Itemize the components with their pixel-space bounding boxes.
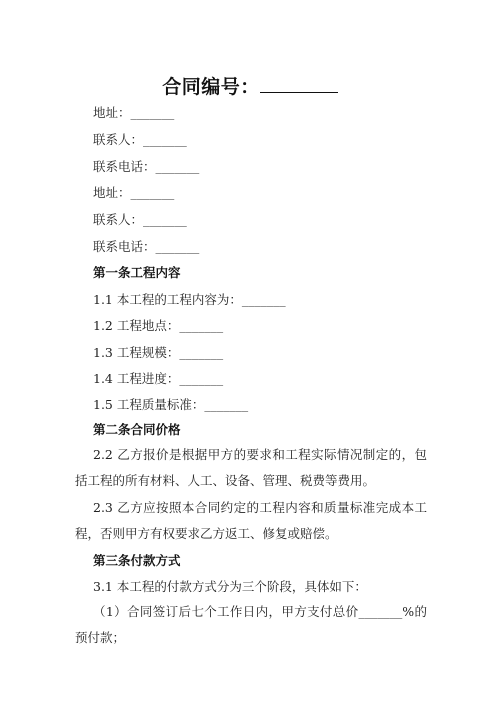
party-a-phone: 联系电话：_______: [93, 159, 200, 174]
section2-heading: 第二条合同价格: [93, 422, 181, 437]
section3-intro: 3.1 本工程的付款方式分为三个阶段，具体如下：: [93, 579, 367, 594]
party-b-contact: 联系人：_______: [93, 212, 187, 227]
section1-item-5: 1.5 工程质量标准：_______: [93, 397, 249, 412]
section1-item-4: 1.4 工程进度：_______: [93, 371, 224, 386]
party-a-contact: 联系人：_______: [93, 132, 187, 147]
section1-item-3: 1.3 工程规模：_______: [93, 345, 224, 360]
contract-title: [0, 72, 500, 99]
section3-item-1: （1）合同签订后七个工作日内，甲方支付总价_______%的预付款；: [75, 604, 427, 645]
section3-heading: 第三条付款方式: [93, 553, 181, 568]
section1-item-1: 1.1 本工程的工程内容为：_______: [93, 292, 286, 307]
section2-paragraph-2: 2.3 乙方应按照本合同约定的工程内容和质量标准完成本工程，否则甲方有权要求乙方返工、修复或赔偿。: [75, 500, 427, 541]
party-a-address: 地址：_______: [93, 105, 175, 120]
party-b-phone: 联系电话：_______: [93, 239, 200, 254]
party-b-address: 地址：_______: [93, 185, 175, 200]
contract-number-blank: [260, 74, 338, 93]
contract-number-label: 合同编号：: [162, 76, 260, 98]
section1-heading: 第一条工程内容: [93, 265, 181, 280]
section1-item-2: 1.2 工程地点：_______: [93, 318, 224, 333]
section2-paragraph-1: 2.2 乙方报价是根据甲方的要求和工程实际情况制定的，包括工程的所有材料、人工、设备、管理、税费等费用。: [75, 447, 427, 488]
